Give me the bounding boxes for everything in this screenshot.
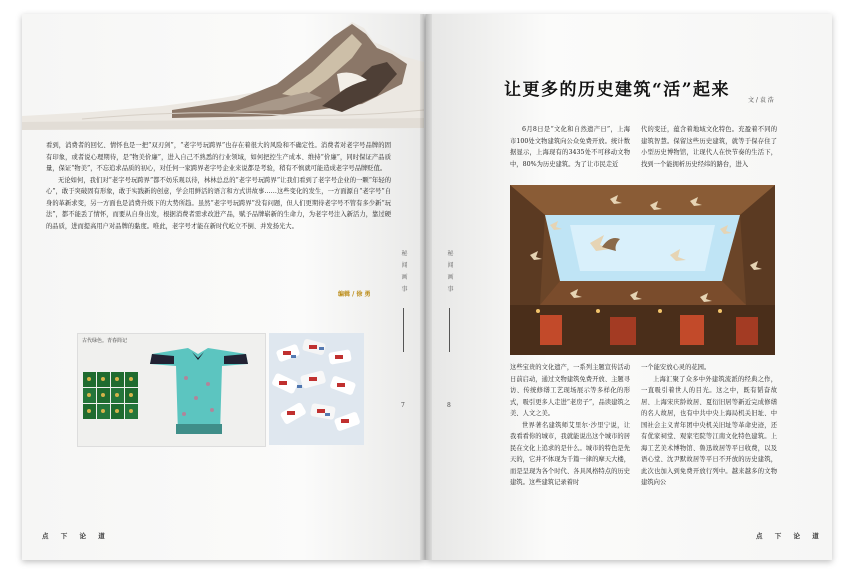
- right-bottom-right-text-2: 上海汇聚了众多中外建筑流派的经典之作，一直吸引着世人的目光。这之中，既有韬奋故居、上海宋庆龄故居、夏衍旧居等新近完成修缮的名人故居，也有中共中央上海局机关旧址、中国社会主义青年团中央机关旧址等革命史迹，还有优家祠堂、观家宅院等江南文化特色建筑。上海工艺美术博物馆、鲁迅故居等平日收费，以及语心堂、沈尹默故居等平日不开放的历史建筑，此次也加入到免费开放行列中。越来越多的文物建筑向公: [641, 375, 777, 486]
- magazine-spread: [22, 14, 832, 560]
- spread-gutter: [420, 14, 432, 560]
- editor-credit: 编辑 / 徐 勇: [338, 291, 371, 298]
- right-bottom-right-column: [641, 362, 777, 489]
- right-footer: 点 下 论 道: [756, 532, 824, 540]
- right-side-label: 秘 闻 画 事: [446, 250, 453, 294]
- right-top-right-column: [641, 124, 777, 170]
- article-title: 让更多的历史建筑“活”起来: [504, 80, 731, 100]
- left-sidebar-rule: [403, 308, 404, 352]
- right-bottom-left-text-2: 世界著名建筑师艾里尔·沙里宁说，让我看看你的城市，我就能说出这个城市的居民在文化上追求的是什么。城市的特色是先天的，它并不体现为千篇一律的摩天大楼，而是呈现为各个时代、各具风格特点的历史建筑。这些建筑记录着时: [510, 421, 630, 486]
- right-bottom-left-text-1: 这些宝贵的文化遗产，一系列主题宣传活动日前启动，通过文物建筑免费开放、主题寻访、传统修缮工艺现场展示等多样化的形式，吸引更多人走进“老房子”，品读建筑之美、人文之美。: [510, 364, 630, 417]
- left-paragraph-1: 看到，消费者的回忆、情怀也是一把“双刃剑”，“老字号玩跨界”也存在着很大的风险和不确定性。消费者对老字号品牌的固有印象，或者说心理期待，是“物美价廉”，进入自己不熟悉的行业领域，如何把控生产成本、维持“价廉”，同时保证产品质量，保证“物美”，不忘追求品质的初心，对任何一家跨界老字号企业来说都是考验，稍有不慎就可能造成老字号品牌贬值。: [46, 142, 391, 172]
- right-top-left-text: 6月8日是“文化和自然遗产日”，上海市100处文物建筑向公众免费开放。统计数据显示，上海现有的3435处不可移动文物中，80%为历史建筑。为了让市民走近: [510, 126, 630, 168]
- right-bottom-left-column: [510, 362, 630, 489]
- left-side-label: 秘 闻 画 事: [400, 250, 407, 294]
- left-page: [22, 14, 424, 560]
- left-paragraph-2: 无论如何，我们对“老字号玩跨界”都不妨乐观以待，林林总总的“老字号玩跨界”让我们看到了老字号企业的一颗“年轻的心”，敢于突破固有形象，敢于实践新的创意，学会用鲜活的语言和方式讲故事……这些变化的发生，一方面源自“老字号”自身的革新求变，另一方面也是消费升级下的大势所趋。虽然“老字号玩跨界”没有问题，但人们更期待老字号不管有多少新“玩法”，都不能丢了情怀，而要从自身出发，根据消费者需求改进产品，赋予品牌崭新的生命力，为老字号注入新活力，靠过硬的品质，进而提高用户对品牌的黏度。唯此，老字号才能在新时代屹立不倒、并发扬光大。: [46, 176, 391, 230]
- building-interior-photo: [510, 185, 775, 355]
- ceiling-illustration: [510, 185, 775, 355]
- green-tiles: [83, 372, 138, 419]
- right-top-right-text: 代的变迁，蕴含着地域文化特色。充盈着不同的建筑智慧。保留这些历史建筑，就等于保存住了小型历史博物馆，让现代人在快节奏的生活下，找到一个能拥析历史经纬的路台，进入: [641, 126, 777, 168]
- robe-photo: [77, 333, 266, 447]
- right-bottom-right-text-1: 一个能安放心灵的花园。: [641, 364, 711, 371]
- robe-illustration: [78, 334, 265, 446]
- right-page-number: 8: [447, 402, 451, 409]
- mountain-illustration: [22, 14, 424, 134]
- left-page-number: 7: [401, 402, 405, 409]
- candy-photo: [269, 333, 364, 445]
- robe-photo-caption: 古代绿色。青春简记: [82, 338, 128, 344]
- left-footer: 点 下 论 道: [42, 532, 110, 540]
- candy-illustration: [269, 333, 364, 445]
- right-top-left-column: [510, 124, 630, 170]
- right-page: [426, 14, 832, 560]
- right-sidebar-rule: [449, 308, 450, 352]
- left-article-body: [46, 140, 391, 232]
- article-byline: 文 / 袁 浩: [748, 97, 774, 104]
